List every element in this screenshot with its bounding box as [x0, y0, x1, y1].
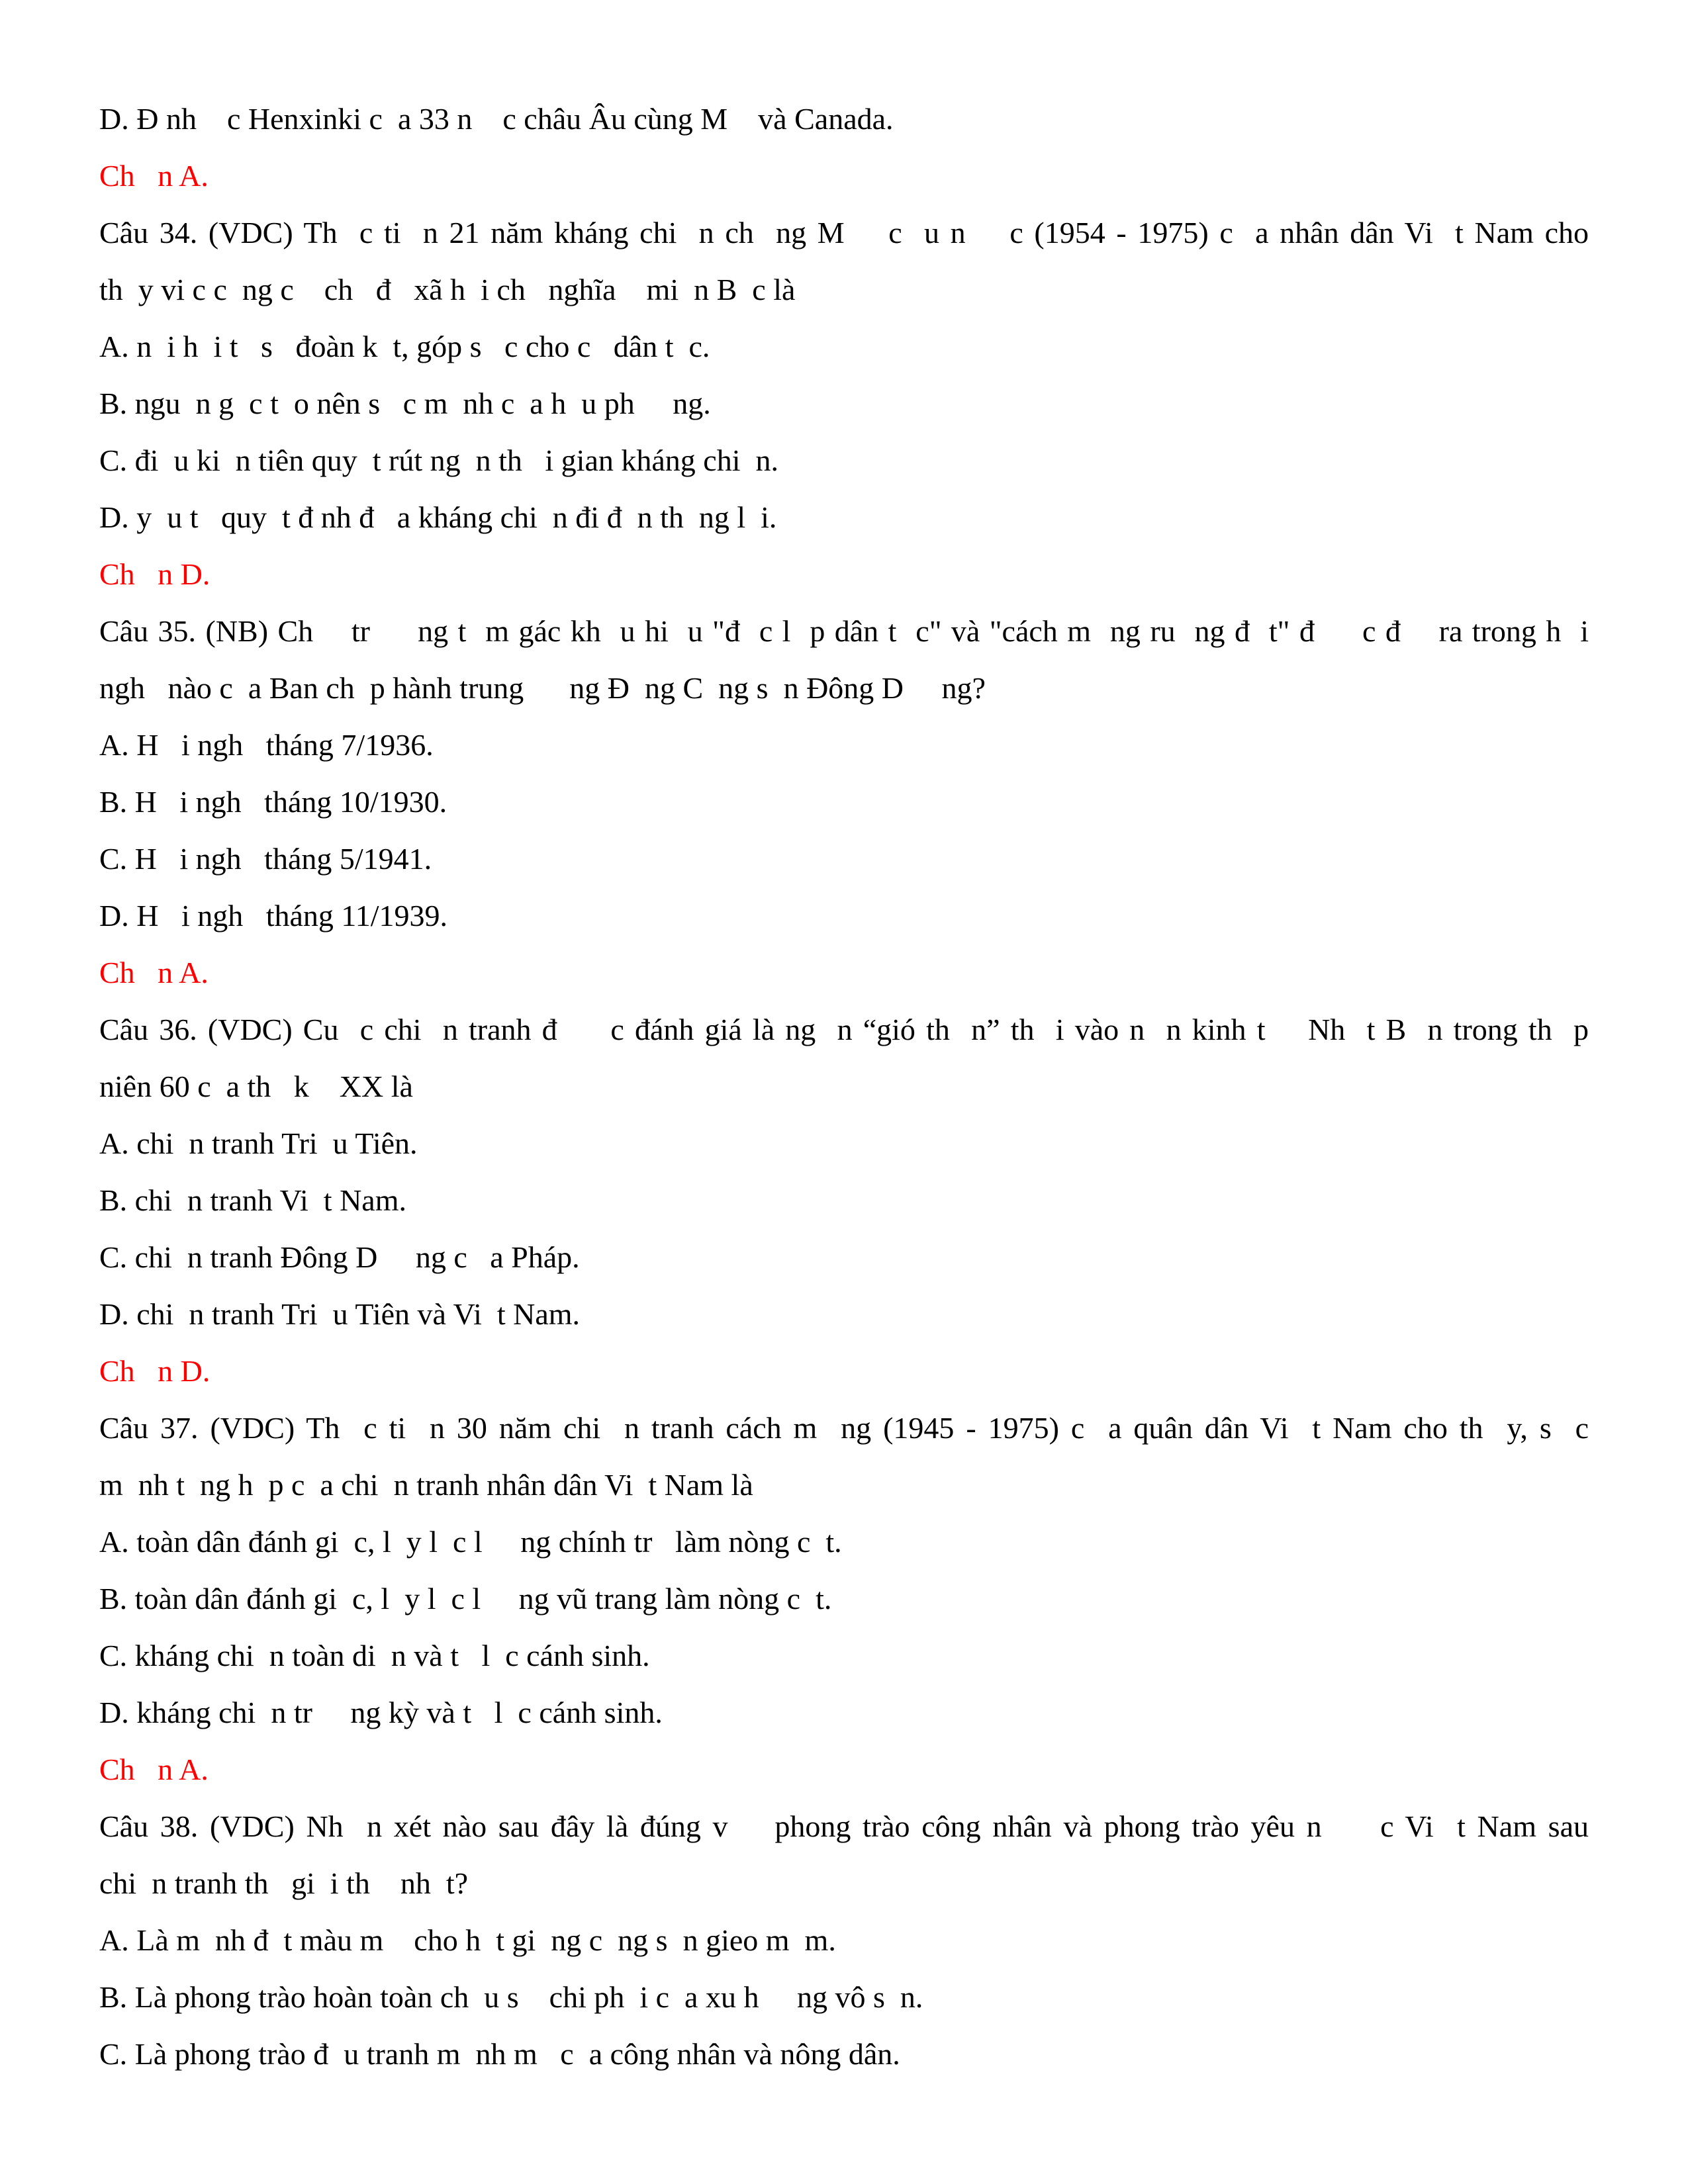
option-line: B. toàn dân đánh gi c, l y l c l ng vũ trang làm nòng c t.	[99, 1582, 832, 1615]
option-line: B. Là phong trào hoàn toàn ch u s chi ph i c a xu h ng vô s n.	[99, 1980, 923, 2014]
option-line: A. Là m nh đ t màu m cho h t gi ng c ng s n gieo m m.	[99, 1923, 836, 1957]
option-line: B. H i ngh tháng 10/1930.	[99, 785, 447, 819]
question-line: th y vi c c ng c ch đ xã h i ch nghĩa mi n B c là	[99, 273, 796, 306]
answer-line: Ch n D.	[99, 557, 211, 591]
option-line: B. chi n tranh Vi t Nam.	[99, 1183, 406, 1217]
answer-line: Ch n A.	[99, 956, 209, 989]
option-line: C. đi u ki n tiên quy t rút ng n th i gian kháng chi n.	[99, 443, 778, 477]
question-line: Câu 35. (NB) Ch tr ng t m gác kh u hi u "đ c l p dân t c" và "cách m ng ru ng đ t" đ c đ ra trong h i	[99, 614, 1589, 648]
option-line: D. y u t quy t đ nh đ a kháng chi n đi đ n th ng l i.	[99, 500, 777, 534]
question-line: Câu 37. (VDC) Th c ti n 30 năm chi n tranh cách m ng (1945 - 1975) c a quân dân Vi t Nam cho th y, s c	[99, 1411, 1589, 1445]
option-line: A. toàn dân đánh gi c, l y l c l ng chính tr làm nòng c t.	[99, 1525, 842, 1559]
option-line: C. Là phong trào đ u tranh m nh m c a công nhân và nông dân.	[99, 2037, 900, 2071]
option-line: A. n i h i t s đoàn k t, góp s c cho c dân t c.	[99, 330, 710, 363]
option-line: C. kháng chi n toàn di n và t l c cánh sinh.	[99, 1639, 650, 1672]
question-line: niên 60 c a th k XX là	[99, 1069, 413, 1103]
option-line: D. kháng chi n tr ng kỳ và t l c cánh sinh.	[99, 1696, 663, 1729]
question-line: chi n tranh th gi i th nh t?	[99, 1866, 469, 1900]
answer-line: Ch n A.	[99, 159, 209, 193]
option-line: D. chi n tranh Tri u Tiên và Vi t Nam.	[99, 1297, 581, 1331]
question-line: ngh nào c a Ban ch p hành trung ng Đ ng C ng s n Đông D ng?	[99, 671, 986, 705]
answer-line: Ch n A.	[99, 1752, 209, 1786]
option-line: A. chi n tranh Tri u Tiên.	[99, 1126, 418, 1160]
question-line: Câu 38. (VDC) Nh n xét nào sau đây là đúng v phong trào công nhân và phong trào yêu n c Vi t Nam sau	[99, 1809, 1589, 1843]
question-line: m nh t ng h p c a chi n tranh nhân dân Vi t Nam là	[99, 1468, 753, 1502]
option-line: D. H i ngh tháng 11/1939.	[99, 899, 447, 933]
option-line: B. ngu n g c t o nên s c m nh c a h u ph ng.	[99, 387, 711, 420]
option-line: C. chi n tranh Đông D ng c a Pháp.	[99, 1240, 580, 1274]
option-line: A. H i ngh tháng 7/1936.	[99, 728, 434, 762]
option-line: D. Đ nh c Henxinki c a 33 n c châu Âu cùng M và Canada.	[99, 102, 894, 136]
option-line: C. H i ngh tháng 5/1941.	[99, 842, 432, 876]
question-line: Câu 36. (VDC) Cu c chi n tranh đ c đánh giá là ng n “gió th n” th i vào n n kinh t Nh t B n trong th p	[99, 1013, 1589, 1046]
answer-line: Ch n D.	[99, 1354, 211, 1388]
question-line: Câu 34. (VDC) Th c ti n 21 năm kháng chi n ch ng M c u n c (1954 - 1975) c a nhân dân Vi t Nam cho	[99, 216, 1589, 250]
